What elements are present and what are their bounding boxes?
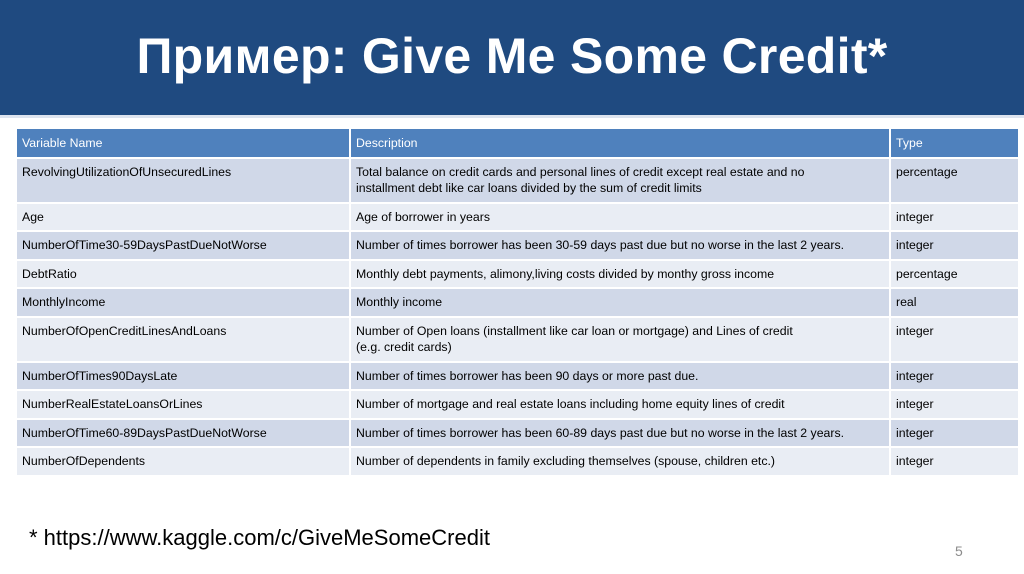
table-row: [16, 390, 1019, 419]
title-bar: [0, 0, 1024, 118]
table-row: [16, 419, 1019, 448]
cell-variable-name: NumberOfDependents: [16, 447, 350, 476]
cell-description: [350, 203, 890, 232]
cell-variable-name: MonthlyIncome: [16, 288, 350, 317]
table-row: [16, 231, 1019, 260]
description-line: Monthly income: [356, 295, 443, 309]
description-line: Number of times borrower has been 30-59 days past due but no worse in the last 2 years.: [356, 238, 845, 252]
table-body: [16, 158, 1019, 476]
table-header-row: [16, 128, 1019, 158]
cell-variable-name: DebtRatio: [16, 260, 350, 289]
cell-description: [350, 260, 890, 289]
page-number: 5: [955, 543, 963, 559]
cell-variable-name: Age: [16, 203, 350, 232]
description-line: Number of times borrower has been 60-89 days past due but no worse in the last 2 years.: [356, 425, 845, 440]
description-line: Number of mortgage and real estate loans including home equity lines of credit: [356, 397, 785, 411]
cell-description: [350, 231, 890, 260]
table-row: [16, 158, 1019, 203]
cell-description: [350, 447, 890, 476]
cell-description: [350, 317, 890, 362]
table-row: [16, 362, 1019, 391]
cell-type: integer: [890, 231, 1019, 260]
cell-variable-name: NumberOfOpenCreditLinesAndLoans: [16, 317, 350, 362]
table-row: [16, 260, 1019, 289]
cell-description: [350, 288, 890, 317]
cell-variable-name: NumberOfTimes90DaysLate: [16, 362, 350, 391]
table-row: [16, 203, 1019, 232]
cell-type: integer: [890, 390, 1019, 419]
table-row: [16, 447, 1019, 476]
cell-variable-name: RevolvingUtilizationOfUnsecuredLines: [16, 158, 350, 203]
description-line: installment debt like car loans divided by the sum of credit limits: [356, 181, 702, 195]
cell-type: integer: [890, 447, 1019, 476]
table-row: [16, 288, 1019, 317]
description-line: Total balance on credit cards and personal lines of credit except real estate and no: [356, 164, 805, 179]
footnote-link[interactable]: * https://www.kaggle.com/c/GiveMeSomeCredit: [29, 525, 490, 550]
cell-variable-name: NumberOfTime30-59DaysPastDueNotWorse: [16, 231, 350, 260]
variables-table: [15, 127, 1020, 477]
cell-variable-name: NumberOfTime60-89DaysPastDueNotWorse: [16, 419, 350, 448]
description-line: Monthly debt payments, alimony,living costs divided by monthy gross income: [356, 266, 775, 281]
header-description: Description: [350, 128, 890, 158]
variables-table-container: [15, 127, 1018, 477]
cell-type: integer: [890, 203, 1019, 232]
header-variable-name: Variable Name: [16, 128, 350, 158]
cell-description: [350, 390, 890, 419]
description-line: Number of dependents in family excluding themselves (spouse, children etc.): [356, 454, 775, 468]
description-line: (e.g. credit cards): [356, 340, 452, 354]
cell-variable-name: NumberRealEstateLoansOrLines: [16, 390, 350, 419]
cell-type: percentage: [890, 158, 1019, 203]
cell-description: [350, 419, 890, 448]
description-line: Number of times borrower has been 90 days or more past due.: [356, 368, 699, 383]
header-type: Type: [890, 128, 1019, 158]
cell-type: real: [890, 288, 1019, 317]
cell-type: integer: [890, 317, 1019, 362]
cell-type: integer: [890, 362, 1019, 391]
table-row: [16, 317, 1019, 362]
cell-type: percentage: [890, 260, 1019, 289]
cell-description: [350, 362, 890, 391]
description-line: Age of borrower in years: [356, 209, 490, 224]
cell-type: integer: [890, 419, 1019, 448]
slide-title: Пример: Give Me Some Credit*: [136, 27, 888, 84]
description-line: Number of Open loans (installment like car loan or mortgage) and Lines of credit: [356, 323, 793, 338]
cell-description: [350, 158, 890, 203]
